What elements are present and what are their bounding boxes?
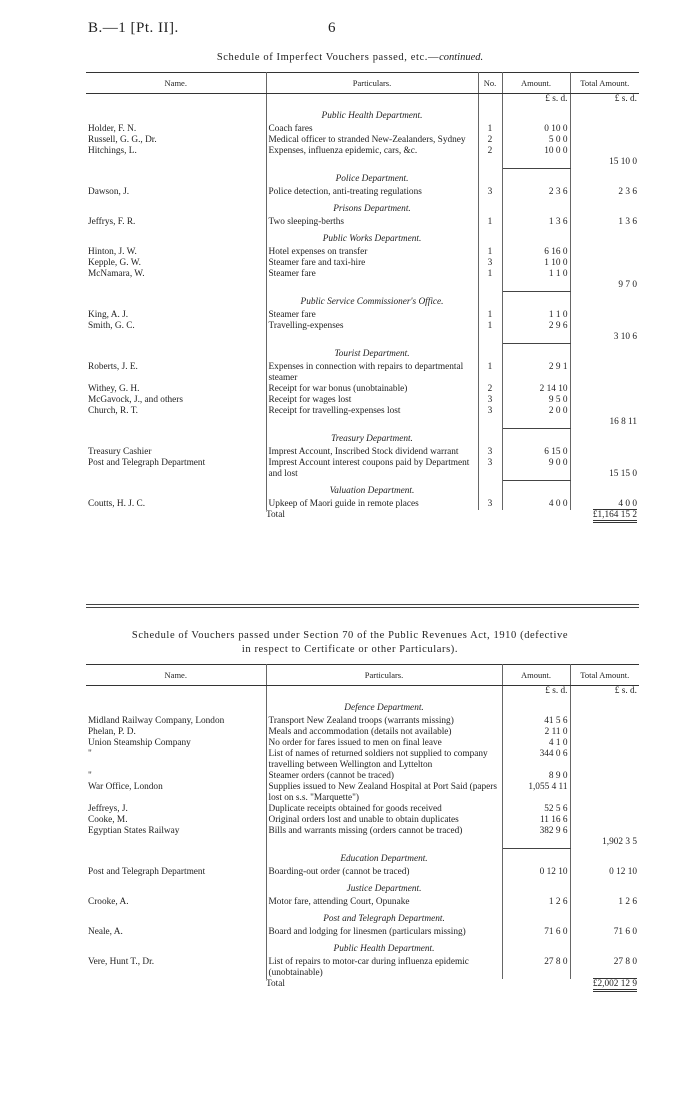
amount-units: £ s. d. xyxy=(502,94,570,106)
particulars: Meals and accommodation (details not available) xyxy=(266,727,502,738)
dept-spacer xyxy=(570,697,639,716)
schedule1-table xyxy=(86,72,639,521)
department-heading-row xyxy=(86,343,639,362)
units-spacer xyxy=(478,94,502,106)
particulars: Duplicate receipts obtained for goods received xyxy=(266,804,502,815)
total-amount xyxy=(570,447,639,458)
dept-spacer xyxy=(502,291,570,310)
voucher-row xyxy=(86,897,639,908)
department-name: Treasury Department. xyxy=(266,428,478,447)
header-particulars: Particulars. xyxy=(266,73,478,94)
payee-name: Neale, A. xyxy=(86,927,266,938)
voucher-count: 2 xyxy=(478,384,502,395)
amount: 8 9 0 xyxy=(502,771,570,782)
total-spacer xyxy=(86,510,266,521)
payee-name: Egyptian States Railway xyxy=(86,826,266,848)
voucher-row xyxy=(86,499,639,510)
total-row xyxy=(86,510,639,521)
voucher-row xyxy=(86,395,639,406)
particulars: Receipt for wages lost xyxy=(266,395,478,406)
amount: 1 1 0 xyxy=(502,269,570,291)
voucher-row xyxy=(86,458,639,480)
payee-name: Hinton, J. W. xyxy=(86,247,266,258)
payee-name: Treasury Cashier xyxy=(86,447,266,458)
dept-spacer xyxy=(478,198,502,217)
voucher-count: 1 xyxy=(478,362,502,384)
particulars: Receipt for war bonus (unobtainable) xyxy=(266,384,478,395)
header-name: Name. xyxy=(86,665,266,686)
amount: 2 3 6 xyxy=(502,187,570,198)
amount: 27 8 0 xyxy=(502,957,570,979)
payee-name: Midland Railway Company, London xyxy=(86,716,266,727)
payee-name: Cooke, M. xyxy=(86,815,266,826)
dept-spacer xyxy=(502,168,570,187)
total-amount xyxy=(570,384,639,395)
amount: 1 3 6 xyxy=(502,217,570,228)
department-heading-row xyxy=(86,428,639,447)
total-units: £ s. d. xyxy=(614,686,637,696)
voucher-row xyxy=(86,957,639,979)
dept-spacer xyxy=(502,697,570,716)
department-name: Public Health Department. xyxy=(266,105,478,124)
grand-total xyxy=(570,510,639,521)
total-amount xyxy=(570,310,639,321)
dept-spacer xyxy=(478,228,502,247)
voucher-row xyxy=(86,124,639,135)
particulars: Steamer fare xyxy=(266,310,478,321)
particulars: Expenses in connection with repairs to departmental steamer xyxy=(266,362,478,384)
total-amount: 1 3 6 xyxy=(618,217,637,227)
dept-spacer xyxy=(86,908,266,927)
particulars: Travelling-expenses xyxy=(266,321,478,343)
voucher-row xyxy=(86,738,639,749)
department-name: Public Service Commissioner's Office. xyxy=(266,291,478,310)
amount: 41 5 6 xyxy=(502,716,570,727)
department-name: Prisons Department. xyxy=(266,198,478,217)
payee-name: McGavock, J., and others xyxy=(86,395,266,406)
particulars: Two sleeping-berths xyxy=(266,217,478,228)
dept-spacer xyxy=(86,938,266,957)
particulars: No order for fares issued to men on final leave xyxy=(266,738,502,749)
voucher-row xyxy=(86,146,639,168)
header-total: Total Amount. xyxy=(570,73,639,94)
page-header: B.—1 [Pt. II]. xyxy=(88,20,179,36)
department-heading-row xyxy=(86,697,639,716)
total-amount: 71 6 0 xyxy=(613,927,637,937)
voucher-row xyxy=(86,187,639,198)
voucher-row xyxy=(86,258,639,269)
dept-spacer xyxy=(502,938,570,957)
section-divider xyxy=(86,604,639,605)
payee-name: War Office, London xyxy=(86,782,266,804)
amount: 10 0 0 xyxy=(502,146,570,168)
particulars: Boarding-out order (cannot be traced) xyxy=(266,867,502,878)
voucher-count: 3 xyxy=(478,395,502,406)
header-particulars: Particulars. xyxy=(266,665,502,686)
schedule1-header-row xyxy=(86,73,639,94)
dept-spacer xyxy=(86,228,266,247)
schedule1-title: Schedule of Imperfect Vouchers passed, etc.—continued. xyxy=(216,52,484,63)
total-amount: 1,902 3 5 xyxy=(602,837,637,847)
dept-spacer xyxy=(502,105,570,124)
amount: 1,055 4 11 xyxy=(502,782,570,804)
voucher-row xyxy=(86,135,639,146)
amount: 382 9 6 xyxy=(502,826,570,848)
department-name: Public Health Department. xyxy=(266,938,502,957)
units-row xyxy=(86,94,639,106)
amount: 9 5 0 xyxy=(502,395,570,406)
dept-spacer xyxy=(502,198,570,217)
particulars: Police detection, anti-treating regulations xyxy=(266,187,478,198)
dept-spacer xyxy=(86,168,266,187)
dept-spacer xyxy=(86,480,266,499)
payee-name: Vere, Hunt T., Dr. xyxy=(86,957,266,979)
total-amount xyxy=(570,749,639,771)
amount: 6 15 0 xyxy=(502,447,570,458)
voucher-row xyxy=(86,247,639,258)
particulars: Motor fare, attending Court, Opunake xyxy=(266,897,502,908)
payee-name: " xyxy=(86,749,266,771)
amount: 4 0 0 xyxy=(502,499,570,510)
grand-total-value: £2,002 12 9 xyxy=(593,978,637,992)
particulars: Supplies issued to New Zealand Hospital at Port Said (papers lost on s.s. "Marquette") xyxy=(266,782,502,804)
total-amount xyxy=(570,815,639,826)
particulars: List of repairs to motor-car during influenza epidemic (unobtainable) xyxy=(266,957,502,979)
payee-name: Russell, G. G., Dr. xyxy=(86,135,266,146)
voucher-count: 3 xyxy=(478,447,502,458)
total-amount: 4 0 0 xyxy=(618,499,637,509)
amount: 1 10 0 xyxy=(502,258,570,269)
payee-name: Kepple, G. W. xyxy=(86,258,266,269)
amount: 4 1 0 xyxy=(502,738,570,749)
voucher-row xyxy=(86,716,639,727)
amount: 0 12 10 xyxy=(502,867,570,878)
voucher-count: 1 xyxy=(478,269,502,291)
dept-spacer xyxy=(570,105,639,124)
voucher-row xyxy=(86,269,639,291)
particulars: Original orders lost and unable to obtain duplicates xyxy=(266,815,502,826)
dept-spacer xyxy=(502,848,570,867)
dept-spacer xyxy=(86,198,266,217)
voucher-row xyxy=(86,771,639,782)
department-name: Tourist Department. xyxy=(266,343,478,362)
voucher-count: 2 xyxy=(478,135,502,146)
department-name: Police Department. xyxy=(266,168,478,187)
voucher-count: 3 xyxy=(478,406,502,428)
total-amount xyxy=(570,716,639,727)
particulars: Hotel expenses on transfer xyxy=(266,247,478,258)
voucher-count: 1 xyxy=(478,247,502,258)
schedule2-table xyxy=(86,664,639,990)
particulars: Expenses, influenza epidemic, cars, &c. xyxy=(266,146,478,168)
voucher-row xyxy=(86,782,639,804)
dept-spacer xyxy=(502,908,570,927)
voucher-count: 2 xyxy=(478,146,502,168)
amount: 1 2 6 xyxy=(502,897,570,908)
payee-name: Post and Telegraph Department xyxy=(86,867,266,878)
department-heading-row xyxy=(86,198,639,217)
particulars: List of names of returned soldiers not supplied to company travelling between Wellington and Lyttelton xyxy=(266,749,502,771)
department-heading-row xyxy=(86,291,639,310)
units-spacer xyxy=(86,94,266,106)
dept-spacer xyxy=(570,291,639,310)
amount: 2 0 0 xyxy=(502,406,570,428)
payee-name: King, A. J. xyxy=(86,310,266,321)
amount: 2 9 6 xyxy=(502,321,570,343)
voucher-count: 1 xyxy=(478,124,502,135)
dept-spacer xyxy=(86,105,266,124)
department-heading-row xyxy=(86,480,639,499)
total-label: Total xyxy=(266,510,285,520)
particulars: Imprest Account, Inscribed Stock dividend warrant xyxy=(266,447,478,458)
dept-spacer xyxy=(502,228,570,247)
header-name: Name. xyxy=(86,73,266,94)
voucher-count: 1 xyxy=(478,217,502,228)
total-amount: 1 2 6 xyxy=(618,897,637,907)
department-heading-row xyxy=(86,228,639,247)
department-heading-row xyxy=(86,168,639,187)
header-no: No. xyxy=(478,73,502,94)
total-amount: 9 7 0 xyxy=(618,280,637,290)
voucher-count: 3 xyxy=(478,499,502,510)
voucher-row xyxy=(86,927,639,938)
schedule2-title-line1: Schedule of Vouchers passed under Section 70 of the Public Revenues Act, 1910 (defective xyxy=(131,630,569,641)
dept-spacer xyxy=(478,105,502,124)
particulars: Bills and warrants missing (orders cannot be traced) xyxy=(266,826,502,848)
dept-spacer xyxy=(86,343,266,362)
grand-total-value: £1,164 15 2 xyxy=(593,509,637,523)
dept-spacer xyxy=(86,848,266,867)
amount: 11 16 6 xyxy=(502,815,570,826)
payee-name: Smith, G. C. xyxy=(86,321,266,343)
total-amount: 15 10 0 xyxy=(609,157,637,167)
particulars: Board and lodging for linesmen (particulars missing) xyxy=(266,927,502,938)
department-name: Education Department. xyxy=(266,848,502,867)
voucher-count: 1 xyxy=(478,321,502,343)
units-spacer xyxy=(266,94,478,106)
total-amount xyxy=(570,804,639,815)
voucher-row xyxy=(86,406,639,428)
dept-spacer xyxy=(502,343,570,362)
payee-name: Crooke, A. xyxy=(86,897,266,908)
department-heading-row xyxy=(86,848,639,867)
dept-spacer xyxy=(478,168,502,187)
voucher-row xyxy=(86,321,639,343)
voucher-row xyxy=(86,749,639,771)
voucher-row xyxy=(86,384,639,395)
particulars: Transport New Zealand troops (warrants missing) xyxy=(266,716,502,727)
department-name: Valuation Department. xyxy=(266,480,478,499)
dept-spacer xyxy=(478,428,502,447)
units-spacer xyxy=(86,686,266,698)
dept-spacer xyxy=(478,480,502,499)
total-amount: 27 8 0 xyxy=(613,957,637,967)
dept-spacer xyxy=(502,428,570,447)
section-divider xyxy=(86,607,639,608)
header-amount: Amount. xyxy=(502,665,570,686)
payee-name: Jeffreys, J. xyxy=(86,804,266,815)
dept-spacer xyxy=(570,198,639,217)
particulars: Coach fares xyxy=(266,124,478,135)
amount: 2 14 10 xyxy=(502,384,570,395)
particulars: Medical officer to stranded New-Zealanders, Sydney xyxy=(266,135,478,146)
payee-name: " xyxy=(86,771,266,782)
amount: 52 5 6 xyxy=(502,804,570,815)
dept-spacer xyxy=(86,291,266,310)
header-amount: Amount. xyxy=(502,73,570,94)
amount: 1 1 0 xyxy=(502,310,570,321)
total-amount xyxy=(570,727,639,738)
total-label: Total xyxy=(266,979,285,989)
dept-spacer xyxy=(570,938,639,957)
amount: 2 11 0 xyxy=(502,727,570,738)
total-amount xyxy=(570,738,639,749)
amount: 344 0 6 xyxy=(502,749,570,771)
voucher-row xyxy=(86,804,639,815)
amount: 5 0 0 xyxy=(502,135,570,146)
particulars: Imprest Account interest coupons paid by Department and lost xyxy=(266,458,478,480)
dept-spacer xyxy=(570,878,639,897)
dept-spacer xyxy=(502,878,570,897)
dept-spacer xyxy=(570,848,639,867)
amount: 71 6 0 xyxy=(502,927,570,938)
total-amount xyxy=(570,771,639,782)
payee-name: Post and Telegraph Department xyxy=(86,458,266,480)
department-heading-row xyxy=(86,878,639,897)
amount-units: £ s. d. xyxy=(502,686,570,698)
department-heading-row xyxy=(86,908,639,927)
total-amount xyxy=(570,247,639,258)
amount: 0 10 0 xyxy=(502,124,570,135)
voucher-count: 3 xyxy=(478,258,502,269)
page-number: 6 xyxy=(328,20,336,36)
payee-name: Church, R. T. xyxy=(86,406,266,428)
dept-spacer xyxy=(478,343,502,362)
voucher-row xyxy=(86,310,639,321)
header-total: Total Amount. xyxy=(570,665,639,686)
payee-name: Holder, F. N. xyxy=(86,124,266,135)
total-row xyxy=(86,979,639,990)
total-amount xyxy=(570,362,639,384)
payee-name: Coutts, H. J. C. xyxy=(86,499,266,510)
particulars: Steamer fare and taxi-hire xyxy=(266,258,478,269)
dept-spacer xyxy=(570,168,639,187)
total-amount: 2 3 6 xyxy=(618,187,637,197)
dept-spacer xyxy=(86,878,266,897)
total-amount: 0 12 10 xyxy=(609,867,637,877)
payee-name: McNamara, W. xyxy=(86,269,266,291)
particulars: Steamer orders (cannot be traced) xyxy=(266,771,502,782)
particulars: Receipt for travelling-expenses lost xyxy=(266,406,478,428)
dept-spacer xyxy=(86,428,266,447)
amount: 9 0 0 xyxy=(502,458,570,480)
total-amount: 15 15 0 xyxy=(609,469,637,479)
particulars: Steamer fare xyxy=(266,269,478,291)
voucher-row xyxy=(86,867,639,878)
total-amount: 3 10 6 xyxy=(613,332,637,342)
grand-total xyxy=(570,979,639,990)
total-amount xyxy=(570,258,639,269)
total-amount xyxy=(570,782,639,804)
voucher-row xyxy=(86,826,639,848)
units-row xyxy=(86,686,639,698)
payee-name: Phelan, P. D. xyxy=(86,727,266,738)
payee-name: Dawson, J. xyxy=(86,187,266,198)
voucher-row xyxy=(86,447,639,458)
department-name: Justice Department. xyxy=(266,878,502,897)
voucher-count: 1 xyxy=(478,310,502,321)
department-name: Public Works Department. xyxy=(266,228,478,247)
particulars: Upkeep of Maori guide in remote places xyxy=(266,499,478,510)
dept-spacer xyxy=(570,343,639,362)
payee-name: Hitchings, L. xyxy=(86,146,266,168)
voucher-row xyxy=(86,815,639,826)
total-amount: 16 8 11 xyxy=(609,417,637,427)
voucher-count: 3 xyxy=(478,187,502,198)
total-units: £ s. d. xyxy=(614,94,637,104)
schedule2-header-row xyxy=(86,665,639,686)
dept-spacer xyxy=(570,480,639,499)
dept-spacer xyxy=(570,228,639,247)
department-name: Defence Department. xyxy=(266,697,502,716)
voucher-row xyxy=(86,727,639,738)
amount: 6 16 0 xyxy=(502,247,570,258)
voucher-row xyxy=(86,362,639,384)
dept-spacer xyxy=(570,428,639,447)
total-amount xyxy=(570,395,639,406)
units-spacer xyxy=(266,686,502,698)
payee-name: Jeffrys, F. R. xyxy=(86,217,266,228)
department-name: Post and Telegraph Department. xyxy=(266,908,502,927)
dept-spacer xyxy=(478,291,502,310)
amount: 2 9 1 xyxy=(502,362,570,384)
total-amount xyxy=(570,124,639,135)
dept-spacer xyxy=(86,697,266,716)
schedule2-title-line2: in respect to Certificate or other Particulars). xyxy=(241,644,459,655)
payee-name: Union Steamship Company xyxy=(86,738,266,749)
total-spacer xyxy=(86,979,266,990)
payee-name: Withey, G. H. xyxy=(86,384,266,395)
voucher-count: 3 xyxy=(478,458,502,480)
dept-spacer xyxy=(502,480,570,499)
department-heading-row xyxy=(86,938,639,957)
department-heading-row xyxy=(86,105,639,124)
payee-name: Roberts, J. E. xyxy=(86,362,266,384)
total-amount xyxy=(570,135,639,146)
voucher-row xyxy=(86,217,639,228)
dept-spacer xyxy=(570,908,639,927)
